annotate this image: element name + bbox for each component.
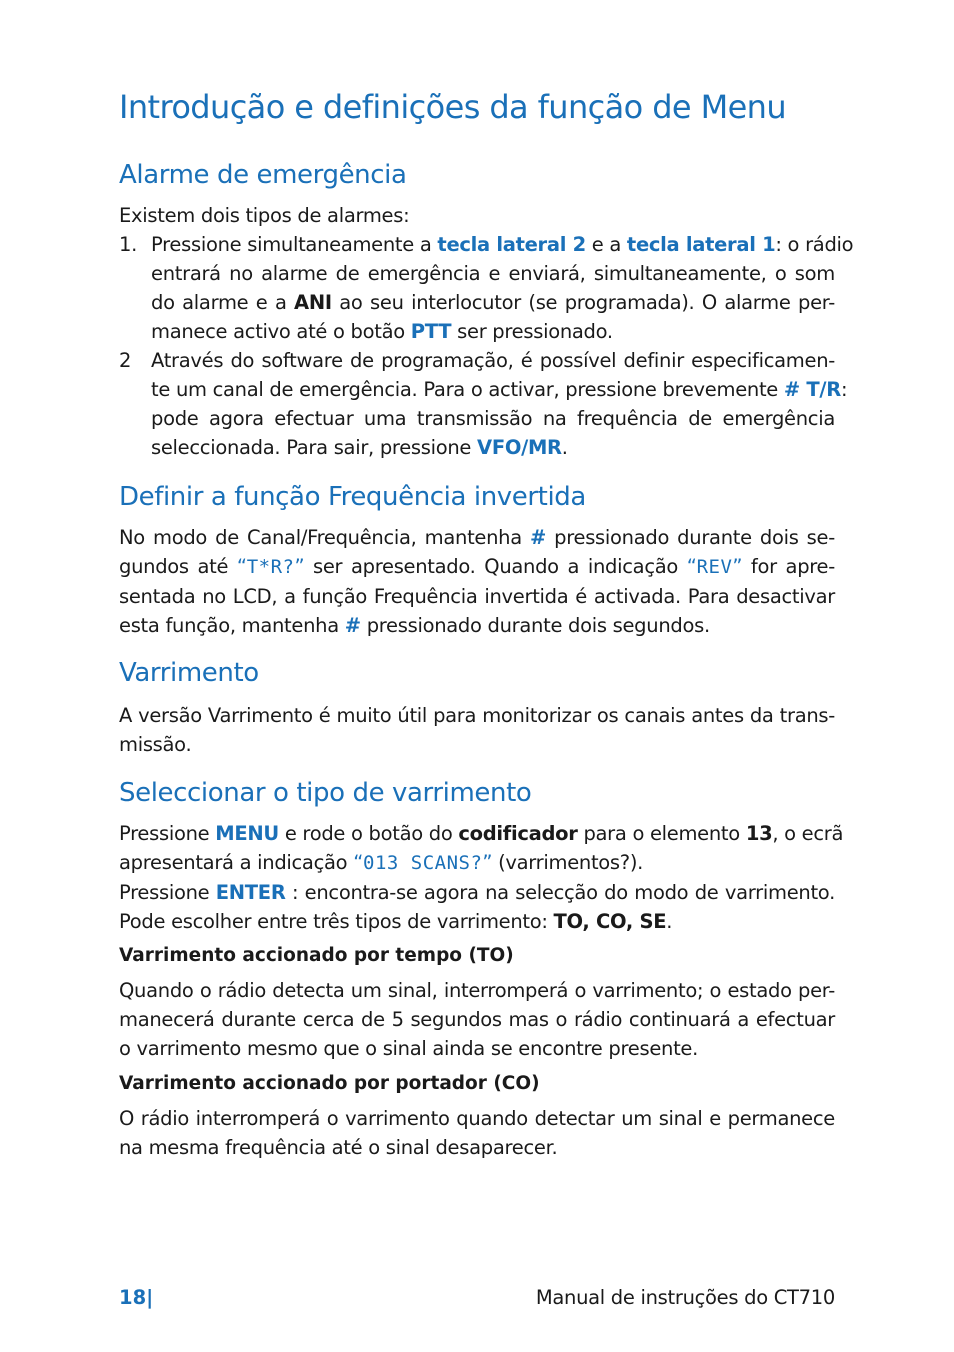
varrimento-paragraph — [119, 701, 835, 759]
item1-line3 — [151, 288, 835, 317]
lcd-text-rev: REV — [696, 556, 733, 578]
key-side-2: tecla lateral 2 — [437, 233, 586, 256]
sel-l2-b: (varrimentos?). — [492, 851, 644, 874]
item1-line1 — [151, 230, 854, 259]
key-menu: MENU — [215, 822, 279, 845]
item1-text-a: Pressione simultaneamente a — [151, 233, 438, 256]
alarme-intro-text: Existem dois tipos de alarmes: — [119, 204, 410, 227]
sel-l4-c: . — [666, 910, 673, 933]
item2-l2-c: : — [840, 378, 848, 401]
quote-open-3: “ — [353, 851, 363, 874]
inv-line2 — [119, 552, 835, 582]
page-title: Introdução e definições da função de Menu — [119, 88, 787, 126]
item1-line2: entrará no alarme de emergência e enviará, simultaneamente, o som — [151, 262, 835, 285]
inv-l2-c: for apre- — [742, 555, 835, 578]
co-paragraph — [119, 1104, 835, 1162]
section-heading-alarme: Alarme de emergência — [119, 160, 407, 190]
key-hash-tr: # T/R — [783, 378, 841, 401]
inv-l1-c: pressionado durante dois se- — [546, 526, 835, 549]
quote-open-2: “ — [686, 555, 697, 578]
list-number-2: 2 — [119, 349, 132, 372]
sel-l1-e: para o elemento — [577, 822, 746, 845]
list-item-2-body — [151, 346, 848, 462]
item1-l4-a: manece activo até o botão — [151, 320, 411, 343]
key-vfo-mr: VFO/MR — [477, 436, 562, 459]
item1-text-c: : o rádio — [775, 233, 854, 256]
item1-l3-c: ao seu interlocutor (se programada). O alarme per- — [331, 291, 835, 314]
alarme-intro — [119, 201, 835, 230]
item1-l4-c: ser pressionado. — [451, 320, 613, 343]
sel-l2-a: apresentará a indicação — [119, 851, 354, 874]
item2-line2 — [151, 375, 848, 404]
item1-text-b: e a — [585, 233, 627, 256]
lcd-text-scans: 013 SCANS? — [363, 852, 483, 874]
scan-types: TO, CO, SE — [553, 910, 667, 933]
subheading-co: Varrimento accionado por portador (CO) — [119, 1073, 540, 1094]
section-heading-seleccionar: Seleccionar o tipo de varrimento — [119, 778, 532, 808]
sel-l1-c: e rode o botão do — [278, 822, 459, 845]
sel-line2 — [119, 848, 835, 878]
term-codificador: codificador — [458, 822, 578, 845]
inv-l4-a: esta função, mantenha — [119, 614, 345, 637]
list-item-2 — [119, 346, 848, 462]
to-line3: o varrimento mesmo que o sinal ainda se encontre presente. — [119, 1037, 699, 1060]
quote-close: ” — [294, 555, 305, 578]
key-ptt: PTT — [410, 320, 452, 343]
to-line1: Quando o rádio detecta um sinal, interromperá o varrimento; o estado per- — [119, 979, 835, 1002]
inv-l1-a: No modo de Canal/Frequência, mantenha — [119, 526, 530, 549]
key-hash: # — [529, 526, 547, 549]
key-enter: ENTER — [215, 881, 286, 904]
sel-line1 — [119, 819, 844, 848]
item2-l4-a: seleccionada. Para sair, pressione — [151, 436, 478, 459]
item2-l4-c: . — [561, 436, 568, 459]
key-hash-2: # — [344, 614, 361, 637]
co-line1: O rádio interromperá o varrimento quando detectar um sinal e permanece — [119, 1107, 835, 1130]
invertida-paragraph — [119, 523, 835, 640]
section-heading-invertida: Definir a função Frequência invertida — [119, 482, 586, 512]
sel-l1-g: , o ecrã — [772, 822, 844, 845]
sel-line4 — [119, 907, 835, 936]
item2-line4 — [151, 433, 835, 462]
co-line2: na mesma frequência até o sinal desaparecer. — [119, 1136, 558, 1159]
sel-l3-a: Pressione — [119, 881, 216, 904]
quote-close-2: ” — [732, 555, 743, 578]
item-number-13: 13 — [745, 822, 773, 845]
key-side-1: tecla lateral 1 — [626, 233, 776, 256]
inv-l4-c: pressionado durante dois segundos. — [360, 614, 710, 637]
inv-line3: sentada no LCD, a função Frequência invertida é activada. Para desactivar — [119, 585, 835, 608]
sel-l4-a: Pode escolher entre três tipos de varrimento: — [119, 910, 554, 933]
var-line1: A versão Varrimento é muito útil para monitorizar os canais antes da trans- — [119, 704, 835, 727]
list-number-1: 1. — [119, 233, 138, 256]
page-number: 18| — [119, 1286, 154, 1309]
manual-title: Manual de instruções do CT710 — [535, 1286, 835, 1309]
quote-close-3: ” — [482, 851, 493, 874]
inv-l2-a: gundos até — [119, 555, 237, 578]
seleccionar-paragraph — [119, 819, 844, 936]
sel-l3-c: : encontra-se agora na selecção do modo de varrimento. — [285, 881, 835, 904]
item2-line3: pode agora efectuar uma transmissão na frequência de emergência — [151, 407, 835, 430]
ani-term: ANI — [294, 291, 332, 314]
inv-line1 — [119, 523, 835, 552]
to-paragraph — [119, 976, 835, 1063]
list-item-1-body — [151, 230, 854, 346]
lcd-text-tr: T*R? — [246, 556, 295, 578]
inv-line4 — [119, 611, 835, 640]
item2-l2-a: te um canal de emergência. Para o activar, pressione brevemente — [151, 378, 784, 401]
item1-line4 — [151, 317, 835, 346]
subheading-to: Varrimento accionado por tempo (TO) — [119, 945, 514, 966]
manual-page — [119, 0, 854, 1352]
section-heading-varrimento: Varrimento — [119, 658, 259, 688]
inv-l2-b: ser apresentado. Quando a indicação — [304, 555, 687, 578]
sel-l1-a: Pressione — [119, 822, 216, 845]
list-item-1 — [119, 230, 854, 346]
sel-line3 — [119, 878, 835, 907]
item1-l3-a: do alarme e a — [151, 291, 295, 314]
to-line2: manecerá durante cerca de 5 segundos mas o rádio continuará a efectuar — [119, 1008, 835, 1031]
quote-open: “ — [236, 555, 247, 578]
item2-line1: Através do software de programação, é possível definir especificamen- — [151, 349, 835, 372]
var-line2: missão. — [119, 733, 192, 756]
